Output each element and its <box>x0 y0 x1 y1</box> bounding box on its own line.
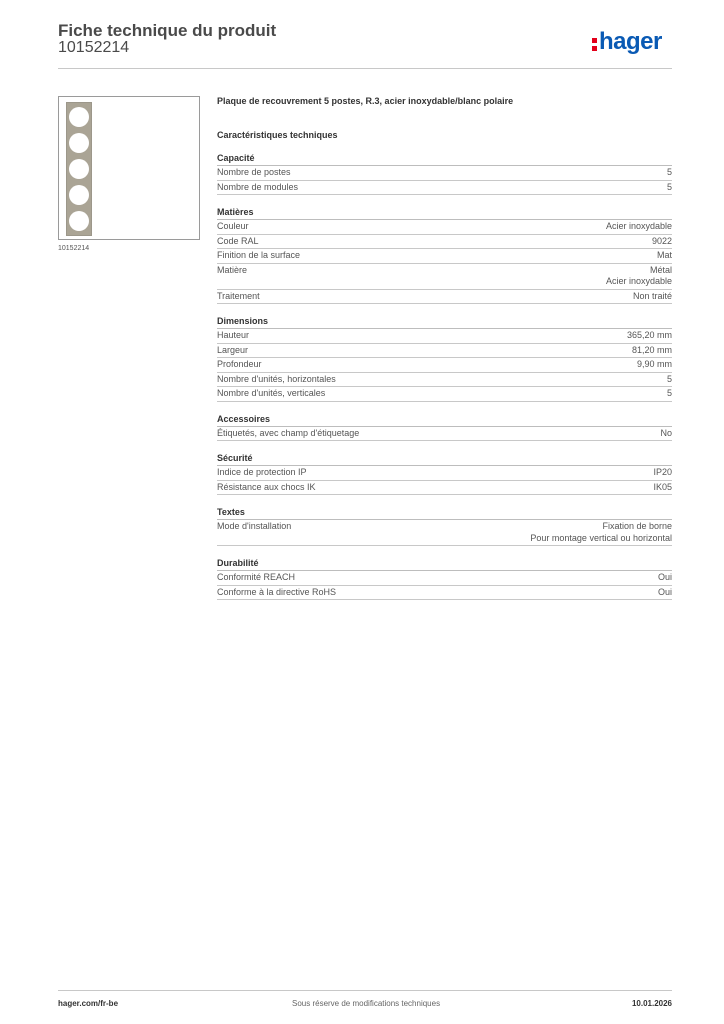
spec-label: Étiquetés, avec champ d'étiquetage <box>217 427 360 438</box>
spec-label: Largeur <box>217 344 249 355</box>
spec-row <box>217 290 672 305</box>
spec-label: Nombre d'unités, verticales <box>217 388 326 398</box>
spec-row <box>217 373 672 388</box>
spec-row <box>217 344 672 359</box>
spec-value <box>652 236 672 248</box>
spec-value <box>658 587 672 599</box>
product-description: Plaque de recouvrement 5 postes, R.3, acier inoxydable/blanc polaire <box>217 96 514 106</box>
spec-value-line: IP20 <box>653 467 672 477</box>
spec-row <box>217 481 672 496</box>
product-image <box>58 96 200 240</box>
spec-value-line: Acier inoxydable <box>605 276 672 286</box>
footer-date: 10.01.2026 <box>631 999 672 1008</box>
spec-value <box>667 182 672 194</box>
spec-label: Conforme à la directive RoHS <box>217 586 337 597</box>
product-image-caption: 10152214 <box>58 245 90 252</box>
spec-value-line: No <box>660 427 672 438</box>
spec-label: Mode d'installation <box>217 521 292 531</box>
section-title: Dimensions <box>217 315 672 329</box>
footer-disclaimer: Sous réserve de modifications techniques <box>292 999 441 1008</box>
spec-label: Traitement <box>217 290 260 301</box>
spec-section <box>217 506 672 546</box>
spec-row <box>217 166 672 181</box>
section-title: Accessoires <box>217 413 672 427</box>
spec-section <box>217 206 672 304</box>
spec-value-line: 9022 <box>651 235 672 246</box>
spec-value <box>660 428 672 440</box>
page-title: Fiche technique du produit <box>58 21 277 40</box>
spec-value-line: IK05 <box>653 481 672 492</box>
spec-value-line: Non traité <box>632 290 672 301</box>
spec-row <box>217 329 672 344</box>
spec-content <box>217 95 672 600</box>
spec-label: Résistance aux chocs IK <box>217 481 316 492</box>
spec-value <box>632 345 672 357</box>
hager-logo <box>592 27 662 57</box>
spec-value-line: Mat <box>656 250 672 260</box>
logo-wordmark: hager <box>599 28 662 55</box>
spec-value <box>667 167 672 179</box>
spec-row <box>217 181 672 196</box>
spec-sections <box>217 152 672 600</box>
spec-value <box>530 521 672 544</box>
spec-label: Couleur <box>217 221 249 231</box>
spec-section <box>217 452 672 495</box>
spec-label: Finition de la surface <box>217 250 301 260</box>
spec-value-line: Oui <box>657 572 672 582</box>
spec-label: Matière <box>217 264 248 275</box>
spec-value <box>633 291 672 303</box>
section-title: Matières <box>217 206 672 220</box>
spec-value-line: 5 <box>666 388 672 398</box>
spec-value-line: 365,20 mm <box>626 330 672 340</box>
spec-row <box>217 387 672 402</box>
product-id: 10152214 <box>58 39 130 56</box>
spec-row <box>217 264 672 290</box>
spec-row <box>217 249 672 264</box>
spec-value-line: Oui <box>657 586 672 597</box>
spec-value <box>653 482 672 494</box>
spec-label: Hauteur <box>217 330 250 340</box>
spec-value-line: Métal <box>649 264 672 275</box>
logo-dots <box>592 38 597 51</box>
spec-row <box>217 520 672 546</box>
spec-value-line: Acier inoxydable <box>605 221 672 231</box>
spec-label: Nombre d'unités, horizontales <box>217 373 336 384</box>
spec-section <box>217 413 672 442</box>
spec-label: Nombre de modules <box>217 181 299 192</box>
spec-value <box>637 359 672 371</box>
spec-value-line: 5 <box>666 181 672 192</box>
footer-website: hager.com/fr-be <box>58 999 119 1008</box>
header-divider <box>58 68 672 69</box>
spec-label: Indice de protection IP <box>217 467 307 477</box>
spec-value-line: 5 <box>666 373 672 384</box>
spec-row <box>217 466 672 481</box>
spec-value-line: 9,90 mm <box>636 359 672 369</box>
spec-section <box>217 152 672 195</box>
spec-value <box>667 388 672 400</box>
spec-value-line: 5 <box>666 167 672 177</box>
spec-label: Profondeur <box>217 359 262 369</box>
footer-divider <box>58 990 672 991</box>
spec-label: Conformité REACH <box>217 572 296 582</box>
plate-opening <box>69 159 89 179</box>
section-title: Textes <box>217 506 672 520</box>
spec-row <box>217 220 672 235</box>
cover-plate-illustration <box>66 102 92 236</box>
plate-opening <box>69 185 89 205</box>
spec-value <box>653 467 672 479</box>
spec-value <box>627 330 672 342</box>
spec-value <box>658 572 672 584</box>
spec-value-line: Pour montage vertical ou horizontal <box>530 532 672 543</box>
spec-section <box>217 557 672 600</box>
spec-label: Nombre de postes <box>217 167 291 177</box>
spec-value-line: Fixation de borne <box>602 521 672 531</box>
spec-row <box>217 427 672 442</box>
plate-opening <box>69 133 89 153</box>
spec-value <box>606 221 672 233</box>
spec-section <box>217 315 672 402</box>
tech-heading: Caractéristiques techniques <box>217 130 338 140</box>
spec-row <box>217 235 672 250</box>
section-title: Capacité <box>217 152 672 166</box>
spec-value <box>657 250 672 262</box>
spec-row <box>217 571 672 586</box>
section-title: Sécurité <box>217 452 672 466</box>
plate-opening <box>69 107 89 127</box>
spec-row <box>217 358 672 373</box>
spec-value-line: 81,20 mm <box>631 344 672 355</box>
spec-value <box>606 265 672 288</box>
spec-label: Code RAL <box>217 235 259 246</box>
plate-opening <box>69 211 89 231</box>
spec-value <box>667 374 672 386</box>
section-title: Durabilité <box>217 557 672 571</box>
spec-row <box>217 586 672 601</box>
